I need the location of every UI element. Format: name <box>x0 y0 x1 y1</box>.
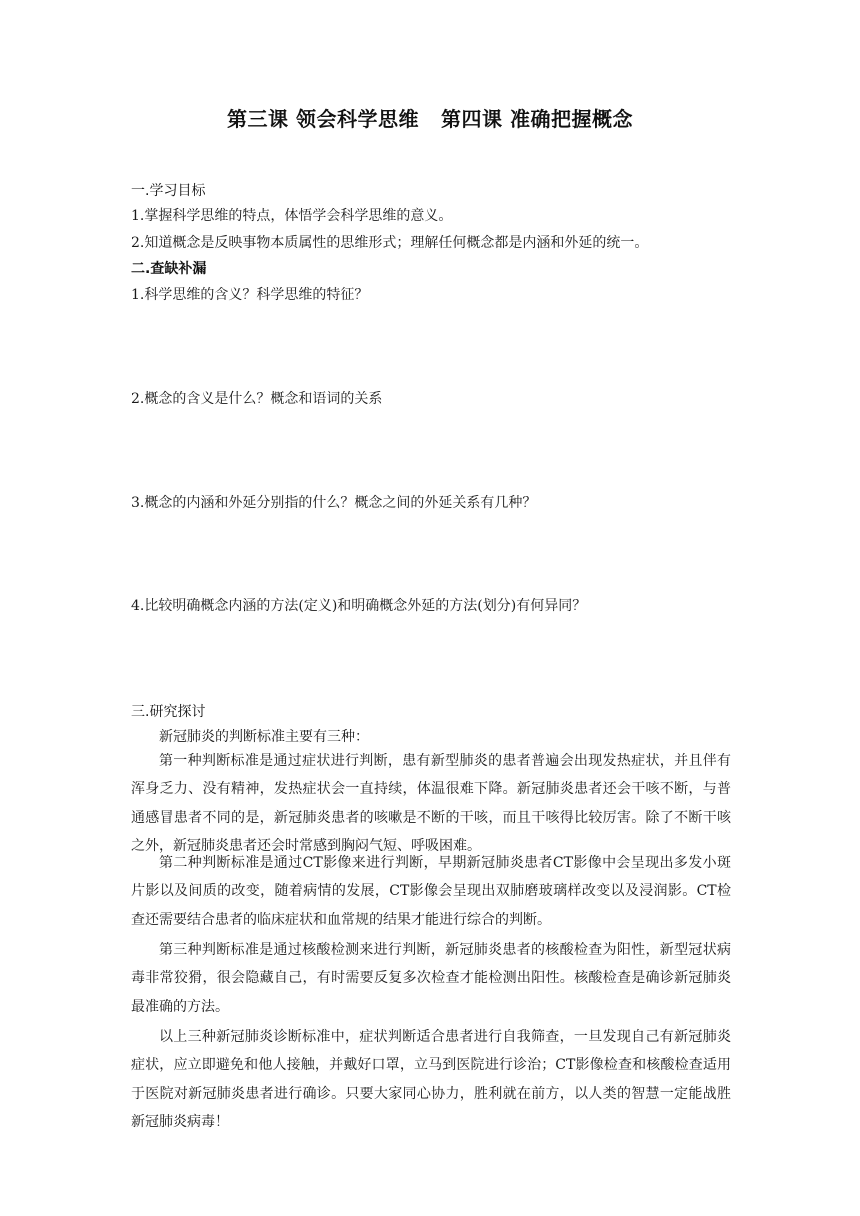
section-heading-learning-goals: 一.学习目标 <box>131 183 206 199</box>
section-heading-discussion: 三.研究探讨 <box>131 704 206 720</box>
goal-item-2: 2.知道概念是反映事物本质属性的思维形式；理解任何概念都是内涵和外延的统一。 <box>131 235 649 251</box>
discussion-intro: 新冠肺炎的判断标准主要有三种： <box>159 729 369 745</box>
page-title <box>0 104 860 134</box>
review-question-3: 3.概念的内涵和外延分别指的什么？概念之间的外延关系有几种？ <box>131 495 537 511</box>
section-heading-review: 二.查缺补漏 <box>131 261 207 277</box>
discussion-paragraph-2: 第二种判断标准是通过CT影像来进行判断，早期新冠肺炎患者CT影像中会呈现出多发小斑片影以及间质的改变，随着病情的发展，CT影像会呈现出双肺磨玻璃样改变以及浸润影。CT检查还需要结合患者的临床症状和血常规的结果才能进行综合的判断。 <box>131 855 731 928</box>
review-question-2: 2.概念的含义是什么？概念和语词的关系 <box>131 391 383 407</box>
title-lesson-4: 第四课 准确把握概念 <box>441 107 633 131</box>
discussion-paragraph-3: 第三种判断标准是通过核酸检测来进行判断，新冠肺炎患者的核酸检查为阳性，新型冠状病毒非常狡猾，很会隐藏自己，有时需要反复多次检查才能检测出阳性。核酸检查是确诊新冠肺炎最准确的方法。 <box>131 942 731 1015</box>
review-question-1: 1.科学思维的含义？科学思维的特征？ <box>131 287 369 303</box>
review-question-4: 4.比较明确概念内涵的方法(定义)和明确概念外延的方法(划分)有何异同？ <box>131 598 587 614</box>
discussion-paragraph-1: 第一种判断标准是通过症状进行判断，患有新型肺炎的患者普遍会出现发热症状，并且伴有浑身乏力、没有精神，发热症状会一直持续，体温很难下降。新冠肺炎患者还会干咳不断，与普通感冒患者不同的是，新冠肺炎患者的咳嗽是不断的干咳，而且干咳得比较厉害。除了不断干咳之外，新冠肺炎患者还会时常感到胸闷气短、呼吸困难。 <box>131 753 731 855</box>
discussion-paragraph-4: 以上三种新冠肺炎诊断标准中，症状判断适合患者进行自我筛查，一旦发现自己有新冠肺炎症状，应立即避免和他人接触，并戴好口罩，立马到医院进行诊治；CT影像检查和核酸检查适用于医院对新冠肺炎患者进行确诊。只要大家同心协力，胜利就在前方，以人类的智慧一定能战胜新冠肺炎病毒！ <box>131 1029 731 1131</box>
goal-item-1: 1.掌握科学思维的特点，体悟学会科学思维的意义。 <box>131 208 453 224</box>
title-lesson-3: 第三课 领会科学思维 <box>227 107 419 131</box>
